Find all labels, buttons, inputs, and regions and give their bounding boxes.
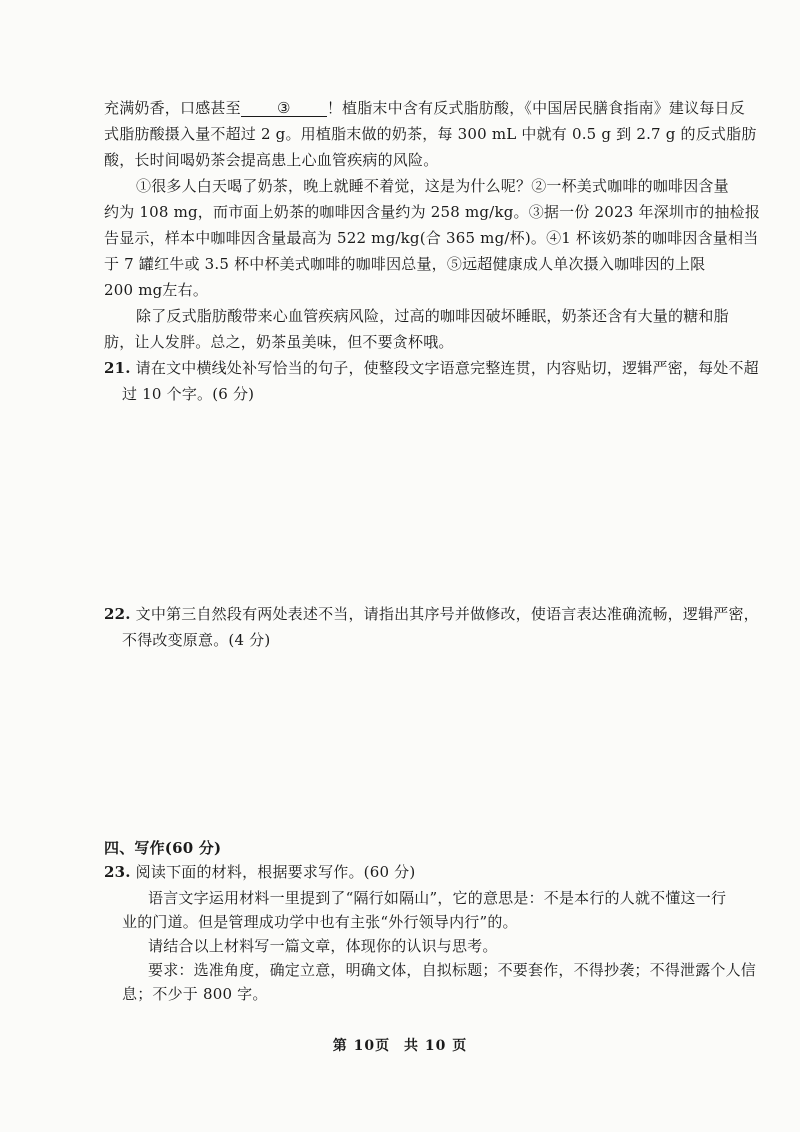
passage-line: 除了反式脂肪酸带来心血管疾病风险，过高的咖啡因破坏睡眠，奶茶还含有大量的糖和脂 bbox=[136, 307, 729, 325]
material-line: 语言文字运用材料一里提到了“隔行如隔山”，它的意思是：不是本行的人就不懂这一行 bbox=[148, 889, 727, 907]
instruction-line: 请结合以上材料写一篇文章，体现你的认识与思考。 bbox=[148, 937, 498, 955]
question-text: 请在文中横线处补写恰当的句子，使整段文字语意完整连贯，内容贴切，逻辑严密，每处不超 bbox=[135, 359, 759, 377]
requirement-line: 要求：选准角度，确定立意，明确文体，自拟标题；不要套作，不得抄袭；不得泄露个人信 bbox=[148, 961, 757, 979]
passage-line: 酸，长时间喝奶茶会提高患上心血管疾病的风险。 bbox=[104, 151, 439, 169]
question-text: 文中第三自然段有两处表述不当，请指出其序号并做修改，使语言表达准确流畅，逻辑严密， bbox=[135, 605, 759, 623]
question-22 bbox=[104, 604, 759, 624]
question-number: 23. bbox=[104, 863, 131, 881]
blank-number: ③ bbox=[276, 99, 291, 117]
question-23 bbox=[104, 862, 415, 882]
question-number: 21. bbox=[104, 359, 131, 377]
section-heading: 四、写作(60 分) bbox=[104, 839, 222, 857]
question-21-line2: 过 10 个字。(6 分) bbox=[122, 385, 255, 403]
passage-line: ①很多人白天喝了奶茶，晚上就睡不着觉，这是为什么呢？②一杯美式咖啡的咖啡因含量 bbox=[136, 177, 729, 195]
page-total: 共 10 页 bbox=[404, 1038, 468, 1054]
question-number: 22. bbox=[104, 605, 131, 623]
passage-text: ！植脂末中含有反式脂肪酸，《中国居民膳食指南》建议每日反 bbox=[326, 99, 745, 117]
passage-text: 充满奶香，口感甚至 bbox=[104, 99, 241, 117]
page-number: 第 10页 bbox=[332, 1038, 391, 1054]
question-text: 阅读下面的材料，根据要求写作。(60 分) bbox=[135, 863, 416, 881]
passage-line: 告显示，样本中咖啡因含量最高为 522 mg/kg(合 365 mg/杯)。④1 杯该奶茶的咖啡因含量相当 bbox=[104, 229, 759, 247]
passage-line: 式脂肪酸摄入量不超过 2 g。用植脂末做的奶茶，每 300 mL 中就有 0.5 g 到 2.7 g 的反式脂肪 bbox=[104, 125, 757, 143]
question-22-line2: 不得改变原意。(4 分) bbox=[122, 631, 271, 649]
passage-line: 200 mg左右。 bbox=[104, 281, 209, 299]
material-line: 业的门道。但是管理成功学中也有主张“外行领导内行”的。 bbox=[122, 913, 518, 931]
passage-line: 肪，让人发胖。总之，奶茶虽美味，但不要贪杯哦。 bbox=[104, 333, 454, 351]
question-21 bbox=[104, 358, 759, 378]
passage-line bbox=[104, 98, 745, 118]
requirement-line: 息；不少于 800 字。 bbox=[122, 985, 268, 1003]
passage-line: 于 7 罐红牛或 3.5 杯中杯美式咖啡的咖啡因总量，⑤远超健康成人单次摄入咖啡因的上限 bbox=[104, 255, 706, 273]
answer-blank-3 bbox=[241, 100, 327, 117]
page-footer bbox=[0, 1035, 800, 1055]
passage-line: 约为 108 mg，而市面上奶茶的咖啡因含量约为 258 mg/kg。③据一份 2023 年深圳市的抽检报 bbox=[104, 203, 761, 221]
